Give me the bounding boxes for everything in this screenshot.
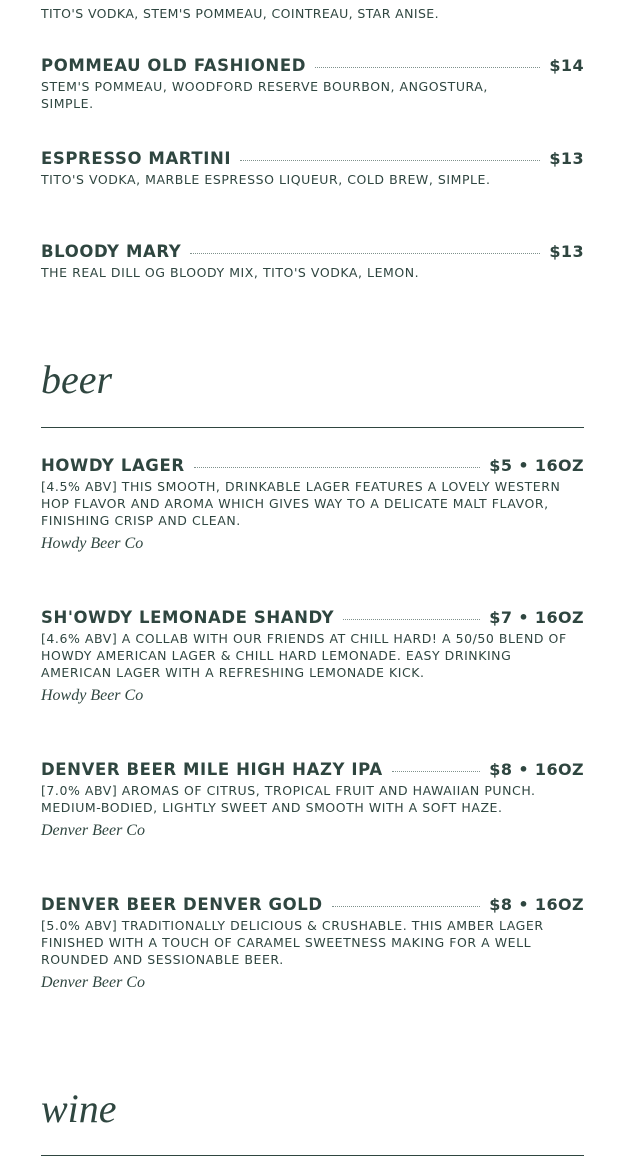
menu-item-espresso-martini	[41, 149, 584, 188]
item-description: [7.0% ABV] AROMAS OF CITRUS, TROPICAL FRUIT AND HAWAIIAN PUNCH. MEDIUM-BODIED, LIGHTLY SWEET AND SMOOTH WITH A SOFT HAZE.	[41, 783, 536, 815]
previous-item-description: TITO'S VODKA, STEM'S POMMEAU, COINTREAU, STAR ANISE.	[41, 6, 439, 21]
item-name: POMMEAU OLD FASHIONED	[41, 56, 306, 75]
menu-item-bloody-mary	[41, 242, 584, 281]
dot-leader	[194, 467, 481, 468]
dot-leader	[343, 619, 480, 620]
item-price: $8 • 16OZ	[489, 895, 584, 914]
item-description: TITO'S VODKA, MARBLE ESPRESSO LIQUEUR, COLD BREW, SIMPLE.	[41, 172, 491, 187]
brewery-name: Denver Beer Co	[41, 974, 145, 991]
dot-leader	[332, 906, 481, 907]
item-description: [4.5% ABV] THIS SMOOTH, DRINKABLE LAGER FEATURES A LOVELY WESTERN HOP FLAVOR AND AROMA WHICH GIVES WAY TO A DELICATE MALT FLAVOR, FINISHING CRISP AND CLEAN.	[41, 479, 561, 528]
menu-item-showdy-lemonade-shandy	[41, 608, 584, 705]
dot-leader	[392, 771, 481, 772]
section-divider	[41, 427, 584, 428]
item-price: $5 • 16OZ	[489, 456, 584, 475]
item-description: STEM'S POMMEAU, WOODFORD RESERVE BOURBON, ANGOSTURA, SIMPLE.	[41, 79, 488, 111]
item-price: $13	[549, 242, 584, 261]
item-name: DENVER BEER MILE HIGH HAZY IPA	[41, 760, 383, 779]
dot-leader	[240, 160, 540, 161]
menu-item-pommeau-old-fashioned	[41, 56, 584, 112]
section-divider	[41, 1155, 584, 1156]
item-name: SH'OWDY LEMONADE SHANDY	[41, 608, 335, 627]
brewery-name: Denver Beer Co	[41, 822, 145, 839]
menu-item-denver-beer-denver-gold	[41, 895, 584, 992]
item-name: HOWDY LAGER	[41, 456, 185, 475]
item-name: BLOODY MARY	[41, 242, 182, 261]
dot-leader	[315, 67, 540, 68]
brewery-name: Howdy Beer Co	[41, 687, 144, 704]
section-title-wine: wine	[41, 1086, 117, 1131]
item-price: $7 • 16OZ	[489, 608, 584, 627]
item-price: $14	[549, 56, 584, 75]
brewery-name: Howdy Beer Co	[41, 535, 144, 552]
dot-leader	[190, 253, 540, 254]
item-description: THE REAL DILL OG BLOODY MIX, TITO'S VODKA, LEMON.	[41, 265, 420, 280]
item-description: [4.6% ABV] A COLLAB WITH OUR FRIENDS AT CHILL HARD! A 50/50 BLEND OF HOWDY AMERICAN LAGER & CHILL HARD LEMONADE. EASY DRINKING AMERICAN LAGER WITH A REFRESHING LEMONADE KICK.	[41, 631, 567, 680]
menu-item-howdy-lager	[41, 456, 584, 553]
menu-item-denver-beer-mile-high-hazy-ipa	[41, 760, 584, 840]
item-name: ESPRESSO MARTINI	[41, 149, 232, 168]
item-name: DENVER BEER DENVER GOLD	[41, 895, 323, 914]
item-price: $8 • 16OZ	[489, 760, 584, 779]
section-title-beer: beer	[41, 357, 113, 402]
item-description: [5.0% ABV] TRADITIONALLY DELICIOUS & CRUSHABLE. THIS AMBER LAGER FINISHED WITH A TOUCH OF CARAMEL SWEETNESS MAKING FOR A WELL ROUNDED AND SESSIONABLE BEER.	[41, 918, 544, 967]
item-price: $13	[549, 149, 584, 168]
